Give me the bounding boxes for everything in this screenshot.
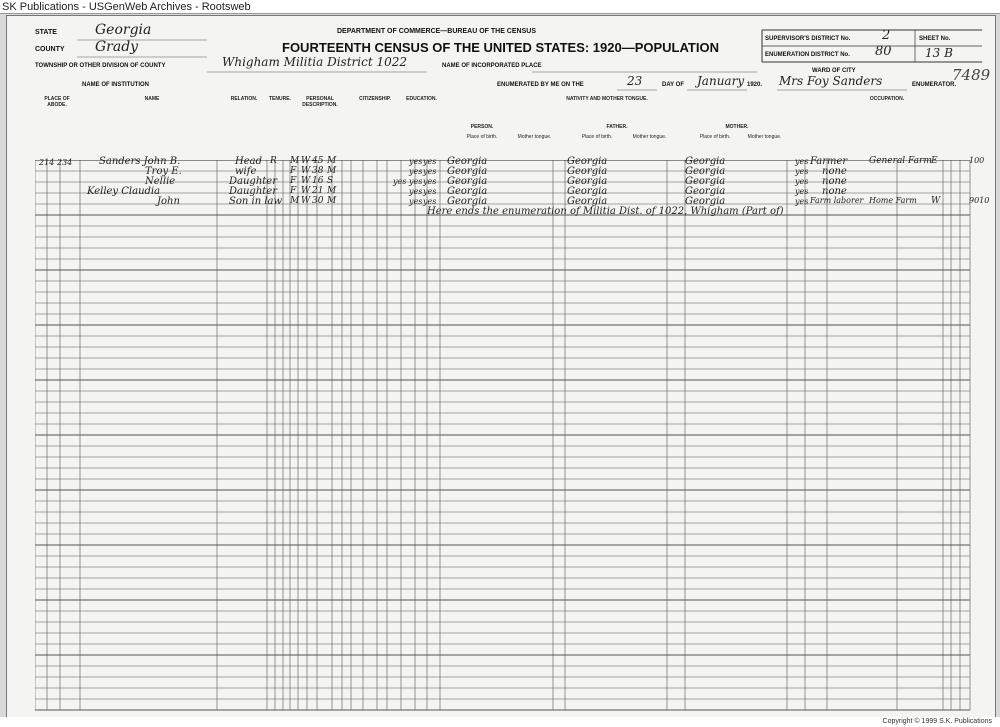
enumerator-name: Mrs Foy Sanders xyxy=(779,74,883,88)
father-birthplace: Georgia xyxy=(567,176,608,187)
occupation: Farmer xyxy=(810,156,848,167)
can-write: yes xyxy=(423,177,437,186)
occupation: none xyxy=(822,176,847,187)
can-read: yes xyxy=(409,187,423,196)
institution-label: NAME OF INSTITUTION xyxy=(82,82,149,88)
occupation: none xyxy=(822,166,847,177)
speaks-english: yes xyxy=(795,197,809,206)
nativity-person: PERSON. xyxy=(470,124,494,130)
birthplace: Georgia xyxy=(447,186,488,197)
age: 16 xyxy=(312,176,324,186)
day-of-label: DAY OF xyxy=(662,82,685,88)
margin-note-1: 100 xyxy=(969,156,985,165)
can-read: yes xyxy=(409,157,423,166)
sheet-label: SHEET No. xyxy=(919,36,951,42)
marital: M xyxy=(327,166,337,176)
relation: Head xyxy=(235,156,263,167)
can-write: yes xyxy=(423,167,437,176)
enumerator-label: ENUMERATOR. xyxy=(912,82,957,88)
birthplace: Georgia xyxy=(447,166,488,177)
can-read: yes xyxy=(409,167,423,176)
margin-note-2: 9010 xyxy=(969,196,990,205)
relation: wife xyxy=(235,166,257,177)
department-heading: DEPARTMENT OF COMMERCE—BUREAU OF THE CENSUS xyxy=(337,28,536,35)
person-name: Nellie xyxy=(145,176,176,187)
window-title-bar xyxy=(0,0,1000,14)
copyright-footer xyxy=(0,717,1000,727)
group-occupation: OCCUPATION. xyxy=(869,96,905,102)
race: W xyxy=(301,196,311,206)
occupation: Farm laborer xyxy=(810,196,864,205)
father-birthplace: Georgia xyxy=(567,166,608,177)
relation: Daughter xyxy=(229,186,277,197)
year-label: 1920. xyxy=(747,82,763,88)
sheet-value: 13 B xyxy=(925,46,953,60)
mother-birthplace: Georgia xyxy=(685,176,726,187)
father-birth-head: Place of birth. xyxy=(581,134,613,140)
census-sheet xyxy=(6,15,996,719)
enumerated-day: 23 xyxy=(627,74,643,88)
enumeration-district-value: 80 xyxy=(875,44,892,59)
state-value: Georgia xyxy=(95,22,152,38)
attended-school: yes xyxy=(393,177,407,186)
census-grid xyxy=(35,160,985,716)
race: W xyxy=(301,186,311,196)
sex: F xyxy=(290,186,297,196)
copyright-text: Copyright © 1999 S.K. Publications xyxy=(882,718,992,725)
person-name: John xyxy=(157,196,180,207)
birthplace: Georgia xyxy=(447,196,488,207)
county-value: Grady xyxy=(95,39,139,55)
window-title: SK Publications - USGenWeb Archives - Rootsweb xyxy=(2,1,251,13)
county-label: COUNTY xyxy=(35,46,65,53)
father-birthplace: Georgia xyxy=(567,156,608,167)
age: 45 xyxy=(312,156,324,166)
group-tenure: TENURE. xyxy=(269,96,291,102)
group-relation: RELATION. xyxy=(230,96,258,102)
speaks-english: yes xyxy=(795,177,809,186)
can-write: yes xyxy=(423,187,437,196)
father-birthplace: Georgia xyxy=(567,196,608,207)
supervisor-label: SUPERVISOR'S DISTRICT No. xyxy=(765,36,851,42)
speaks-english: yes xyxy=(795,167,809,176)
group-citizenship: CITIZENSHIP. xyxy=(359,96,391,102)
nativity-father: FATHER. xyxy=(606,124,628,130)
mother-birthplace: Georgia xyxy=(685,196,726,207)
age: 38 xyxy=(312,166,324,176)
group-name: NAME xyxy=(144,96,160,102)
ward-label: WARD OF CITY xyxy=(812,68,856,74)
can-write: yes xyxy=(423,197,437,206)
speaks-english: yes xyxy=(795,157,809,166)
occupation: none xyxy=(822,186,847,197)
group-nativity: NATIVITY AND MOTHER TONGUE. xyxy=(566,96,648,102)
dwelling-number: 214 xyxy=(39,158,55,167)
enumerated-label: ENUMERATED BY ME ON THE xyxy=(497,82,584,88)
race: W xyxy=(301,166,311,176)
father-birthplace: Georgia xyxy=(567,186,608,197)
race: W xyxy=(301,176,311,186)
enumerated-month: January xyxy=(697,74,745,88)
race: W xyxy=(301,156,311,166)
person-name: Kelley Claudia xyxy=(87,186,161,197)
sex: M xyxy=(290,156,300,166)
group-place-of-abode: PLACE OF ABODE. xyxy=(44,96,70,108)
birthplace: Georgia xyxy=(447,156,488,167)
family-number: 234 xyxy=(57,158,73,167)
person-tongue-head: Mother tongue. xyxy=(517,134,552,140)
closing-note: Here ends the enumeration of Militia Dist. of 1022, Whigham (Part of) xyxy=(427,206,784,217)
mother-birthplace: Georgia xyxy=(685,156,726,167)
relation: Son in law xyxy=(229,196,283,207)
age: 21 xyxy=(312,186,324,196)
industry: Home Farm xyxy=(869,196,917,205)
township-value: Whigham Militia District 1022 xyxy=(222,55,407,69)
relation: Daughter xyxy=(229,176,277,187)
stamp-number: 7489 xyxy=(952,66,991,84)
sex: F xyxy=(290,166,297,176)
can-read: yes xyxy=(409,177,423,186)
class-of-worker: E xyxy=(931,156,938,166)
mother-birthplace: Georgia xyxy=(685,186,726,197)
mother-tongue-head: Mother tongue. xyxy=(747,134,782,140)
person-birth-head: Place of birth. xyxy=(466,134,498,140)
sex: M xyxy=(290,196,300,206)
marital: M xyxy=(327,196,337,206)
census-title: FOURTEENTH CENSUS OF THE UNITED STATES: 1920—POPULATION xyxy=(282,40,719,55)
can-read: yes xyxy=(409,197,423,206)
mother-birth-head: Place of birth. xyxy=(699,134,731,140)
speaks-english: yes xyxy=(795,187,809,196)
birthplace: Georgia xyxy=(447,176,488,187)
tenure: R xyxy=(270,156,277,166)
person-name: Troy E. xyxy=(145,166,182,177)
group-personal: PERSONAL DESCRIPTION. xyxy=(302,96,338,108)
incorporated-place-label: NAME OF INCORPORATED PLACE xyxy=(442,63,542,69)
person-name: Sanders John B. xyxy=(99,156,181,167)
age: 30 xyxy=(312,196,324,206)
township-label: TOWNSHIP OR OTHER DIVISION OF COUNTY xyxy=(35,63,166,69)
can-write: yes xyxy=(423,157,437,166)
sex: F xyxy=(290,176,297,186)
father-tongue-head: Mother tongue. xyxy=(632,134,667,140)
marital: M xyxy=(327,186,337,196)
mother-birthplace: Georgia xyxy=(685,166,726,177)
marital: S xyxy=(327,176,334,186)
industry: General Farm xyxy=(869,156,932,166)
nativity-mother: MOTHER. xyxy=(725,124,749,130)
supervisor-value: 2 xyxy=(882,28,891,43)
enumeration-district-label: ENUMERATION DISTRICT No. xyxy=(765,52,850,58)
state-label: STATE xyxy=(35,29,57,36)
group-education: EDUCATION. xyxy=(406,96,437,102)
marital: M xyxy=(327,156,337,166)
class-of-worker: W xyxy=(931,196,941,206)
